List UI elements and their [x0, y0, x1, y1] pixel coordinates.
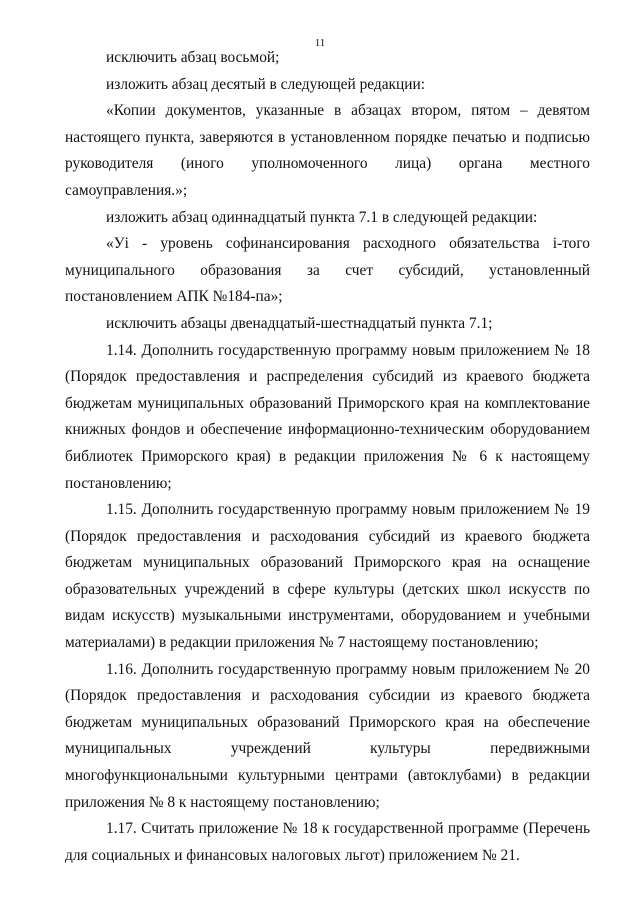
paragraph-item-1-14: 1.14. Дополнить государственную программу новым приложением № 18 (Порядок предоставления и распределения субсидий из краевого бюджета бюджетам муниципальных образований Приморского края на комплектование книжных фондов и обеспечение информационно-техническим оборудованием библиотек Приморского края) в редакции приложения № 6 к настоящему постановлению; [65, 341, 590, 492]
paragraph-item-1-15: 1.15. Дополнить государственную программу новым приложением № 19 (Порядок предоставления и расходования субсидий из краевого бюджета бюджетам муниципальных образований Приморского края на оснащение образовательных учреждений в сфере культуры (детских школ искусств по видам искусств) музыкальными инструментами, оборудованием и учебными материалами) в редакции приложения № 7 настоящему постановлению; [65, 501, 590, 652]
paragraph-item-1-16: 1.16. Дополнить государственную программу новым приложением № 20 (Порядок предоставления и расходования субсидии из краевого бюджета бюджетам муниципальных образований Приморского края на обеспечение муниципальных учреждений культуры передвижными многофункциональными культурными центрами (автоклубами) в редакции приложения № 8 к настоящему постановлению; [65, 660, 590, 811]
paragraph-copies-quote: «Копии документов, указанные в абзацах втором, пятом – девятом настоящего пункта, заверяются в установленном порядке печатью и подписью руководителя (иного уполномоченного лица) органа местного самоуправления.»; [65, 102, 590, 199]
paragraph-eleventh-heading: изложить абзац одиннадцатый пункта 7.1 в следующей редакции: [106, 208, 538, 226]
paragraph-exclude-twelfth-sixteenth: исключить абзацы двенадцатый-шестнадцатый пункта 7.1; [106, 314, 493, 332]
paragraph-cofinancing-quote: «Уi - уровень софинансирования расходного обязательства i-того муниципального образования за счет субсидий, установленный постановлением АПК №184-па»; [65, 235, 590, 306]
paragraph-item-1-17: 1.17. Считать приложение № 18 к государственной программе (Перечень для социальных и финансовых налоговых льгот) приложением № 21. [65, 820, 590, 864]
page-number: 11 [314, 37, 326, 49]
paragraph-tenth-heading: изложить абзац десятый в следующей редакции: [106, 75, 426, 93]
paragraph-exclude-eighth: исключить абзац восьмой; [106, 49, 280, 66]
document-body [65, 45, 590, 869]
